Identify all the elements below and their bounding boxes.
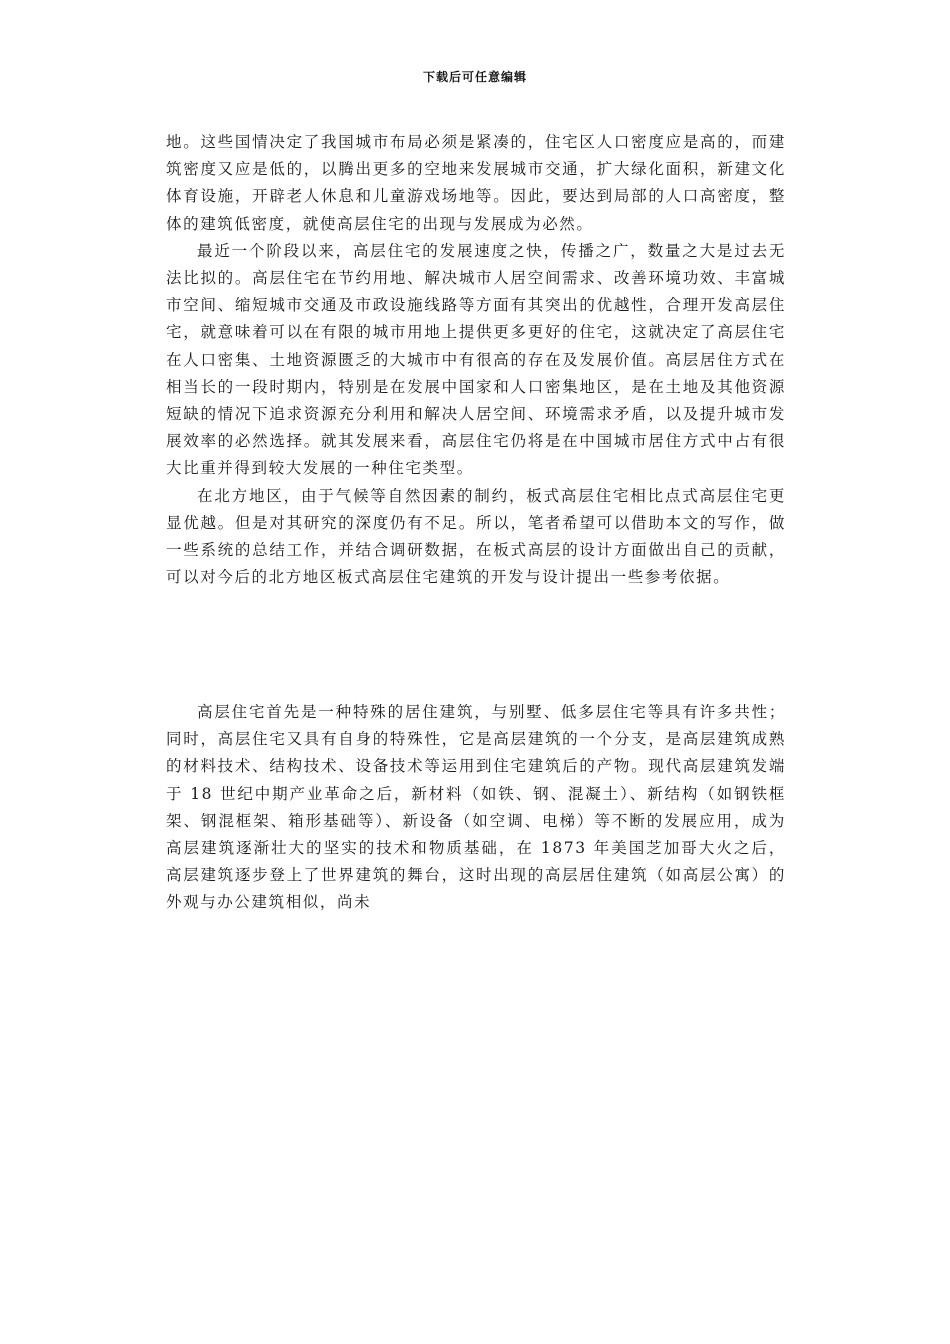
section-one	[166, 129, 786, 591]
page-header: 下载后可任意编辑	[422, 70, 527, 84]
paragraph-high-rise-development: 最近一个阶段以来，高层住宅的发展速度之快，传播之广，数量之大是过去无法比拟的。高层住宅在节约用地、解决城市人居空间需求、改善环境功效、丰富城市空间、缩短城市交通及市政设施线路等方面有其突出的优越性，合理开发高层住宅，就意味着可以在有限的城市用地上提供更多更好的住宅，这就决定了高层住宅在人口密集、土地资源匮乏的大城市中有很高的存在及发展价值。高层居住方式在相当长的一段时期内，特别是在发展中国家和人口密集地区，是在土地及其他资源短缺的情况下追求资源充分利用和解决人居空间、环境需求矛盾，以及提升城市发展效率的必然选择。就其发展来看，高层住宅仍将是在中国城市居住方式中占有很大比重并得到较大发展的一种住宅类型。	[166, 241, 786, 478]
paragraph-continuation: 地。这些国情决定了我国城市布局必须是紧凑的，住宅区人口密度应是高的，而建筑密度又应是低的，以腾出更多的空地来发展城市交通，扩大绿化面积，新建文化体育设施，开辟老人休息和儿童游戏场地等。因此，要达到局部的人口高密度，整体的建筑低密度，就使高层住宅的出现与发展成为必然。	[166, 133, 786, 233]
section-two	[166, 699, 786, 917]
paragraph-northern-region: 在北方地区，由于气候等自然因素的制约，板式高层住宅相比点式高层住宅更显优越。但是对其研究的深度仍有不足。所以，笔者希望可以借助本文的写作，做一些系统的总结工作，并结合调研数据，在板式高层的设计方面做出自己的贡献，可以对今后的北方地区板式高层住宅建筑的开发与设计提出一些参考依据。	[166, 486, 786, 587]
paragraph-high-rise-definition: 高层住宅首先是一种特殊的居住建筑，与别墅、低多层住宅等具有许多共性；同时，高层住宅又具有自身的特殊性，它是高层建筑的一个分支，是高层建筑成熟的材料技术、结构技术、设备技术等运用到住宅建筑后的产物。现代高层建筑发端于 18 世纪中期产业革命之后，新材料（如铁、钢、混凝土）、新结构（如钢铁框架、钢混框架、箱形基础等）、新设备（如空调、电梯）等不断的发展应用，成为高层建筑逐渐壮大的坚实的技术和物质基础，在 1873 年美国芝加哥大火之后，高层建筑逐步登上了世界建筑的舞台，这时出现的高层居住建筑（如高层公寓）的外观与办公建筑相似，尚未	[166, 703, 786, 912]
